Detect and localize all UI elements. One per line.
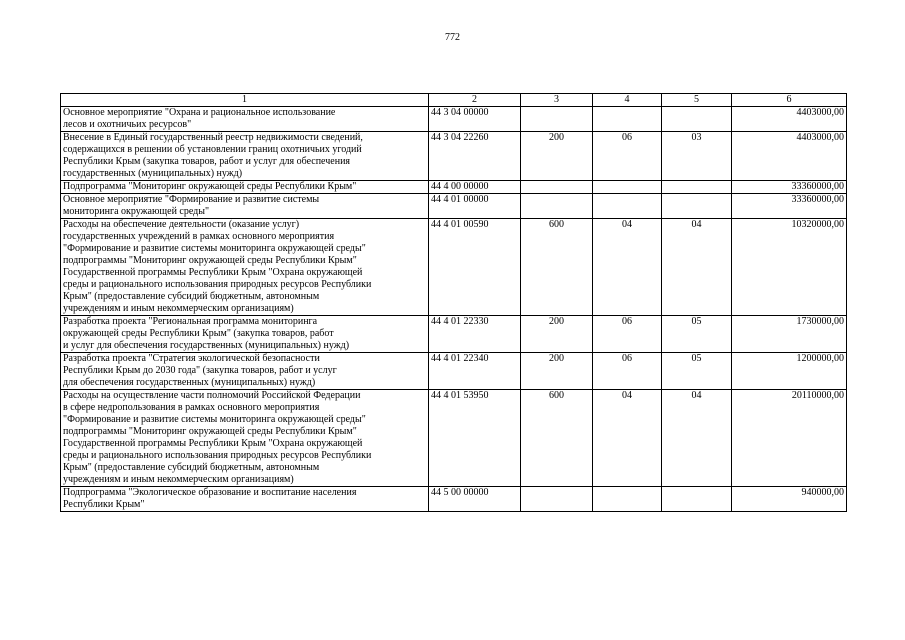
- row-pr: 05: [662, 353, 732, 390]
- row-amount: 1730000,00: [732, 316, 847, 353]
- row-pr: [662, 107, 732, 132]
- row-vr: [521, 194, 593, 219]
- row-rz: [593, 107, 662, 132]
- table-row: [61, 132, 847, 181]
- row-code: 44 4 01 00590: [429, 219, 521, 316]
- row-rz: 04: [593, 219, 662, 316]
- row-code: 44 4 01 53950: [429, 390, 521, 487]
- row-amount: 33360000,00: [732, 194, 847, 219]
- row-name: Расходы на осуществление части полномочий Российской Федерации в сфере недропользования в рамках основного мероприятия "Формирование и развитие системы мониторинга окружающей среды" подпрограммы "Мониторинг окружающей среды Республики Крым" Государственной программы Республики Крым "Охрана окружающей среды и рационального использования природных ресурсов Республики Крым" (предоставление субсидий бюджетным, автономным учреждениям и иным некоммерческим организациям): [61, 390, 429, 487]
- row-vr: 600: [521, 219, 593, 316]
- row-vr: 200: [521, 132, 593, 181]
- table-header-row: [61, 94, 847, 107]
- row-rz: [593, 181, 662, 194]
- column-header: 5: [662, 94, 732, 107]
- row-pr: 04: [662, 219, 732, 316]
- table-row: [61, 353, 847, 390]
- row-amount: 10320000,00: [732, 219, 847, 316]
- row-code: 44 4 01 22340: [429, 353, 521, 390]
- row-code: 44 4 01 22330: [429, 316, 521, 353]
- row-amount: 33360000,00: [732, 181, 847, 194]
- budget-table: [60, 93, 847, 512]
- row-code: 44 3 04 22260: [429, 132, 521, 181]
- row-pr: [662, 194, 732, 219]
- row-name: Разработка проекта "Стратегия экологической безопасности Республики Крым до 2030 года" (закупка товаров, работ и услуг для обеспечения государственных (муниципальных) нужд): [61, 353, 429, 390]
- table-row: [61, 487, 847, 512]
- row-amount: 20110000,00: [732, 390, 847, 487]
- row-vr: 200: [521, 353, 593, 390]
- table-row: [61, 316, 847, 353]
- row-rz: 06: [593, 316, 662, 353]
- row-code: 44 5 00 00000: [429, 487, 521, 512]
- row-rz: 06: [593, 132, 662, 181]
- row-amount: 1200000,00: [732, 353, 847, 390]
- row-pr: [662, 181, 732, 194]
- row-code: 44 4 00 00000: [429, 181, 521, 194]
- row-code: 44 3 04 00000: [429, 107, 521, 132]
- row-rz: [593, 487, 662, 512]
- row-name: Подпрограмма "Экологическое образование и воспитание населения Республики Крым": [61, 487, 429, 512]
- row-name: Разработка проекта "Региональная программа мониторинга окружающей среды Республики Крым" (закупка товаров, работ и услуг для обеспечения государственных (муниципальных) нужд): [61, 316, 429, 353]
- row-name: Подпрограмма "Мониторинг окружающей среды Республики Крым": [61, 181, 429, 194]
- row-vr: 600: [521, 390, 593, 487]
- row-name: Расходы на обеспечение деятельности (оказание услуг) государственных учреждений в рамках основного мероприятия "Формирование и развитие системы мониторинга окружающей среды" подпрограммы "Мониторинг окружающей среды Республики Крым" Государственной программы Республики Крым "Охрана окружающей среды и рационального использования природных ресурсов Республики Крым" (предоставление субсидий бюджетным, автономным учреждениям и иным некоммерческим организациям): [61, 219, 429, 316]
- row-name: Основное мероприятие "Формирование и развитие системы мониторинга окружающей среды": [61, 194, 429, 219]
- row-name: Основное мероприятие "Охрана и рациональное использование лесов и охотничьих ресурсов": [61, 107, 429, 132]
- column-header: 2: [429, 94, 521, 107]
- column-header: 1: [61, 94, 429, 107]
- column-header: 6: [732, 94, 847, 107]
- table-row: [61, 107, 847, 132]
- row-rz: 06: [593, 353, 662, 390]
- column-header: 4: [593, 94, 662, 107]
- row-name: Внесение в Единый государственный реестр недвижимости сведений, содержащихся в решении об установлении границ охотничьих угодий Республики Крым (закупка товаров, работ и услуг для обеспечения государственных (муниципальных) нужд): [61, 132, 429, 181]
- table-row: [61, 194, 847, 219]
- row-amount: 4403000,00: [732, 107, 847, 132]
- row-rz: [593, 194, 662, 219]
- row-amount: 940000,00: [732, 487, 847, 512]
- row-amount: 4403000,00: [732, 132, 847, 181]
- table-row: [61, 219, 847, 316]
- row-rz: 04: [593, 390, 662, 487]
- table-row: [61, 390, 847, 487]
- row-pr: 04: [662, 390, 732, 487]
- row-pr: [662, 487, 732, 512]
- row-vr: [521, 487, 593, 512]
- row-pr: 05: [662, 316, 732, 353]
- column-header: 3: [521, 94, 593, 107]
- row-code: 44 4 01 00000: [429, 194, 521, 219]
- row-vr: 200: [521, 316, 593, 353]
- page-number: 772: [445, 32, 460, 43]
- row-vr: [521, 181, 593, 194]
- table-row: [61, 181, 847, 194]
- row-pr: 03: [662, 132, 732, 181]
- row-vr: [521, 107, 593, 132]
